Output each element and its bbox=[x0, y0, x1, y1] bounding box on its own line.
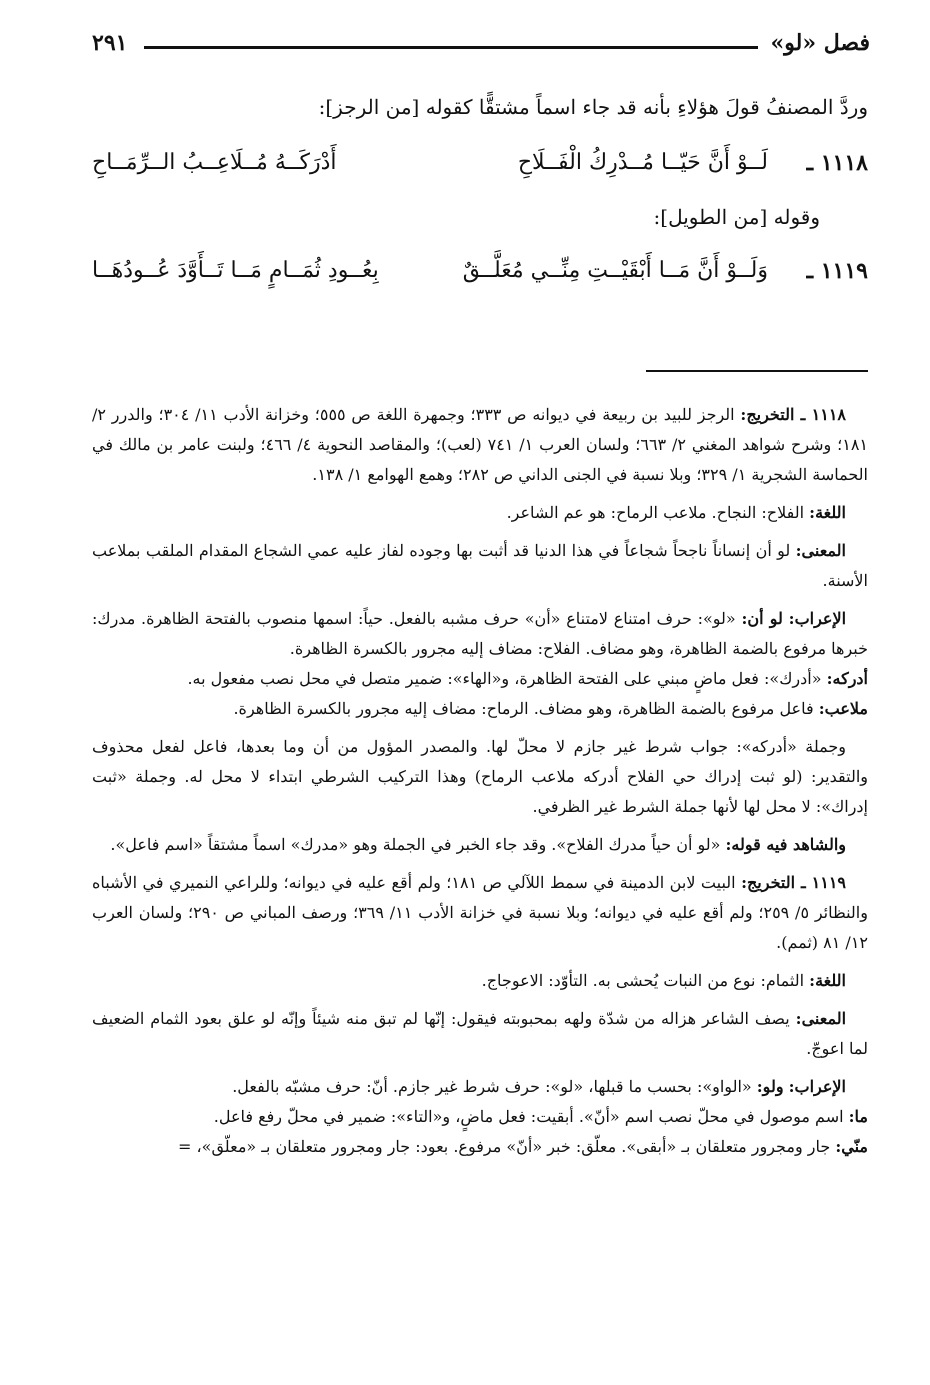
note-label: اللغة: bbox=[809, 971, 846, 990]
note-text: «لو»: حرف امتناع لامتناع «أن» حرف مشبه بالفعل. حياً: اسمها منصوب بالفتحة الظاهرة. مدرك: خبرها مرفوع بالضمة الظاهرة، وهو مضاف. الفلاح: مضاف إليه مجرور بالكسرة الظاهرة. bbox=[92, 609, 868, 658]
verse-hemistich-first: لَــوْ أَنَّ حَيّــا مُــدْرِكُ الْفَــلَاحِ bbox=[517, 150, 768, 175]
note-text: اسم موصول في محلّ نصب اسم «أنّ». أبقيت: فعل ماضٍ، و«التاء»: ضمير في محلّ رفع فاعل. bbox=[213, 1107, 844, 1126]
note-text: «أدرك»: فعل ماضٍ مبني على الفتحة الظاهرة، و«الهاء»: ضمير متصل في محل نصب مفعول به. bbox=[187, 669, 822, 688]
intro-text: وردَّ المصنفُ قولَ هؤلاءِ بأنه قد جاء اسماً مشتقًّا كقوله [من الرجز]: bbox=[318, 95, 868, 119]
note-text: يصف الشاعر هزاله من شدّة ولهه بمحبوبته فيقول: إنّها لم تبق منه شيئاً وإنّه لو علق بعود الثمام الضعيف لما اعوجّ. bbox=[92, 1009, 868, 1058]
note-text: «الواو»: بحسب ما قبلها، «لو»: حرف شرط غير جازم. أنّ: حرف مشبّه بالفعل. bbox=[232, 1077, 752, 1096]
note-label: والشاهد فيه قوله: bbox=[725, 835, 846, 854]
verse-1119 bbox=[92, 258, 868, 298]
verse-1118 bbox=[92, 150, 868, 190]
note-label: ١١١٩ ـ التخريج: bbox=[741, 873, 846, 892]
verse-number: ١١١٨ ـ bbox=[806, 150, 868, 176]
note-1119-lugha bbox=[92, 966, 868, 996]
note-label: الإعراب: bbox=[788, 1077, 846, 1096]
note-1118-shahid bbox=[92, 830, 868, 860]
note-label: المعنى: bbox=[795, 1009, 847, 1028]
note-1118-lugha bbox=[92, 498, 868, 528]
note-1118-jumla bbox=[92, 732, 868, 822]
note-label: اللغة: bbox=[809, 503, 846, 522]
footnote-separator bbox=[646, 370, 868, 372]
note-term: منّي: bbox=[835, 1137, 868, 1156]
verse-number: ١١١٩ ـ bbox=[806, 258, 868, 284]
note-1119-irab bbox=[92, 1072, 868, 1162]
page-number: ٢٩١ bbox=[92, 30, 128, 56]
note-text: الثمام: نوع من النبات يُحشى به. التأوّد: الاعوجاج. bbox=[481, 971, 805, 990]
note-text: وجملة «أدركه»: جواب شرط غير جازم لا محلّ لها. والمصدر المؤول من أن وما بعدها، فاعل لفعل محذوف والتقدير: (لو ثبت إدراك حي الفلاح أدركه ملاعب الرماح) وهذا التركيب الشرطي ابتداء لا محل له. وجملة «ثبت إدراك»: لا محل لها لأنها جملة الشرط غير الظرفي. bbox=[92, 737, 869, 816]
note-term: ما: bbox=[848, 1107, 868, 1126]
note-text: الفلاح: النجاح. ملاعب الرماح: هو عم الشاعر. bbox=[506, 503, 805, 522]
chapter-title: فصل «لو» bbox=[770, 30, 870, 56]
intro2-text: وقوله [من الطويل]: bbox=[653, 205, 820, 229]
note-label: المعنى: bbox=[795, 541, 846, 560]
note-text: البيت لابن الدمينة في سمط اللآلي ص ١٨١؛ ولم أقع عليه في ديوانه؛ وللراعي النميري في الأشباه والنظائر ٥/ ٢٥٩؛ ولم أقع عليه في ديوانه؛ وبلا نسبة في خزانة الأدب ١١/ ٣٦٩؛ ورصف المباني ص ٢٩٠؛ ولسان العرب ١٢/ ٨١ (ثمم). bbox=[92, 873, 868, 952]
header-rule bbox=[144, 46, 758, 49]
verse-hemistich-first: وَلَــوْ أَنَّ مَــا أَبْقَيْــتِ مِنِّــي مُعَلَّــقٌ bbox=[462, 258, 768, 283]
note-1118-irab bbox=[92, 604, 868, 724]
note-term: ملاعب: bbox=[818, 699, 868, 718]
note-text: فاعل مرفوع بالضمة الظاهرة، وهو مضاف. الرماح: مضاف إليه مجرور بالكسرة الظاهرة. bbox=[233, 699, 814, 718]
note-label: الإعراب: bbox=[788, 609, 847, 628]
note-1118-maana bbox=[92, 536, 868, 596]
note-text: الرجز للبيد بن ربيعة في ديوانه ص ٣٣٣؛ وجمهرة اللغة ص ٥٥٥؛ وخزانة الأدب ١١/ ٣٠٤؛ والدرر ٢/ ١٨١؛ وشرح شواهد المغني ٢/ ٦٦٣؛ ولسان العرب ١/ ٧٤١ (لعب)؛ والمقاصد النحوية ٤/ ٤٦٦؛ ولبنت عامر بن مالك في الحماسة الشجرية ١/ ٣٢٩؛ وبلا نسبة في الجنى الداني ص ٢٨٢؛ وهمع الهوامع ١/ ١٣٨. bbox=[92, 405, 869, 484]
note-term: ولو: bbox=[756, 1077, 784, 1096]
note-text: لو أن إنساناً ناجحاً شجاعاً في هذا الدنيا قد أثبت بها وجوده لفاز عليه عمي الشجاع المقدام الملقب بملاعب الأسنة. bbox=[92, 541, 868, 590]
note-text: جار ومجرور متعلقان بـ «أبقى». معلّق: خبر «أنّ» مرفوع. بعود: جار ومجرور متعلقان بـ «معلّق»، = bbox=[178, 1137, 831, 1156]
page-header bbox=[92, 30, 870, 60]
footnotes bbox=[92, 400, 868, 1162]
verse-hemistich-second: أَدْرَكَــهُ مُــلَاعِــبُ الــرِّمَــاحِ bbox=[92, 150, 337, 175]
note-text: «لو أن حياً مدرك الفلاح». وقد جاء الخبر في الجملة وهو «مدرك» اسماً مشتقاً «اسم فاعل». bbox=[110, 835, 721, 854]
note-1119-maana bbox=[92, 1004, 868, 1064]
note-term: أدركه: bbox=[826, 669, 868, 688]
note-1118-takhrij bbox=[92, 400, 868, 490]
note-1119-takhrij bbox=[92, 868, 868, 958]
note-label: ١١١٨ ـ التخريج: bbox=[740, 405, 847, 424]
note-term: لو أن: bbox=[741, 609, 783, 628]
verse-hemistich-second: بِعُــودِ ثُمَــامٍ مَــا تَــأَوَّدَ عُــودُهَــا bbox=[92, 258, 379, 283]
